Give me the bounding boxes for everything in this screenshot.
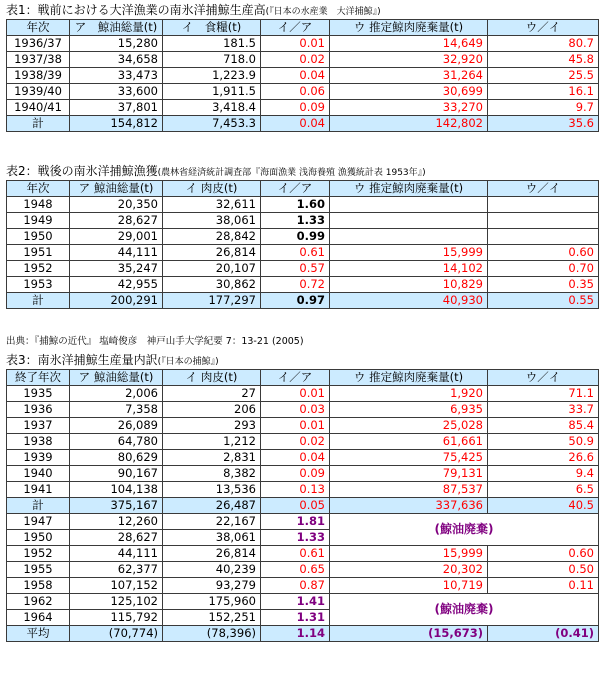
column-header: イ／ア: [261, 20, 330, 36]
table-row: [7, 52, 599, 68]
table-cell: 80.7: [488, 36, 599, 52]
table-cell: 35.6: [488, 116, 599, 132]
table-cell: 0.02: [261, 434, 330, 450]
table-row: [7, 434, 599, 450]
column-header: ア 鯨油総量(t): [70, 20, 163, 36]
table-cell: 0.72: [261, 277, 330, 293]
table-cell: 30,699: [330, 84, 488, 100]
column-header: イ 肉皮(t): [163, 181, 261, 197]
table-cell: 1936/37: [7, 36, 70, 52]
table-row: [7, 261, 599, 277]
whale-oil-waste-note: (鯨油廃棄): [330, 514, 599, 546]
table-cell: 15,999: [330, 546, 488, 562]
table-cell: 25.5: [488, 68, 599, 84]
table-cell: 0.01: [261, 36, 330, 52]
table-cell: 1936: [7, 402, 70, 418]
table-cell: 64,780: [70, 434, 163, 450]
table-cell: [330, 229, 488, 245]
table-cell: [488, 229, 599, 245]
table-row: [7, 245, 599, 261]
column-header: ウ／イ: [488, 370, 599, 386]
average-row: [7, 626, 599, 642]
table-cell: 85.4: [488, 418, 599, 434]
table-cell: 16.1: [488, 84, 599, 100]
table-cell: 1,223.9: [163, 68, 261, 84]
table-cell: 0.05: [261, 498, 330, 514]
column-header: イ 食糧(t): [163, 20, 261, 36]
table1-title: [6, 3, 381, 19]
table-row: [7, 578, 599, 594]
table-cell: 61,661: [330, 434, 488, 450]
table-cell: 1938/39: [7, 68, 70, 84]
table-cell: [488, 197, 599, 213]
table-cell: 1937/38: [7, 52, 70, 68]
table-cell: 1940/41: [7, 100, 70, 116]
table-cell: 22,167: [163, 514, 261, 530]
table-row: [7, 466, 599, 482]
table-cell: 1958: [7, 578, 70, 594]
table-row: [7, 546, 599, 562]
table-cell: 1,911.5: [163, 84, 261, 100]
table-cell: 0.09: [261, 100, 330, 116]
table-cell: 33,473: [70, 68, 163, 84]
table-row: [7, 68, 599, 84]
table-cell: 33,600: [70, 84, 163, 100]
table-cell: 29,001: [70, 229, 163, 245]
table-cell: 1940: [7, 466, 70, 482]
whale-oil-waste-note: (鯨油廃棄): [330, 594, 599, 626]
source-note: 出典：『捕鯨の近代』 塩崎俊彦 神戸山手大学紀要 7：13-21 (2005): [6, 336, 304, 347]
table-row: [7, 514, 599, 530]
table-cell: 1.31: [261, 610, 330, 626]
table-cell: 0.97: [261, 293, 330, 309]
table-cell: 0.65: [261, 562, 330, 578]
table-cell: 2,831: [163, 450, 261, 466]
table-row: [7, 386, 599, 402]
table-cell: 87,537: [330, 482, 488, 498]
table-cell: (78,396): [163, 626, 261, 642]
table-cell: 7,358: [70, 402, 163, 418]
table-cell: 115,792: [70, 610, 163, 626]
table-row: [7, 84, 599, 100]
table-cell: 25,028: [330, 418, 488, 434]
table-cell: 40,239: [163, 562, 261, 578]
table-cell: 9.7: [488, 100, 599, 116]
table-cell: 32,920: [330, 52, 488, 68]
table-cell: 平均: [7, 626, 70, 642]
table3-title-text: 表3：南氷洋捕鯨生産量内訳: [6, 353, 158, 367]
table1-title-source: (『日本の水産業 大洋捕鯨』): [265, 7, 381, 17]
table-row: [7, 594, 599, 610]
table-cell: 1937: [7, 418, 70, 434]
column-header: イ 肉皮(t): [163, 370, 261, 386]
table-cell: 1935: [7, 386, 70, 402]
table-cell: 0.11: [488, 578, 599, 594]
table3-title-source: (『日本の捕鯨』): [157, 357, 219, 367]
column-header: ア 鯨油総量(t): [70, 370, 163, 386]
table-cell: 30,862: [163, 277, 261, 293]
table-cell: 1.81: [261, 514, 330, 530]
table-cell: 計: [7, 293, 70, 309]
table-row: [7, 402, 599, 418]
table2: [6, 180, 599, 309]
column-header: 年次: [7, 181, 70, 197]
table-cell: 1.14: [261, 626, 330, 642]
table-cell: 44,111: [70, 245, 163, 261]
table-cell: 計: [7, 116, 70, 132]
table-cell: 1939: [7, 450, 70, 466]
table-cell: 0.55: [488, 293, 599, 309]
table-cell: 79,131: [330, 466, 488, 482]
table-cell: 0.04: [261, 450, 330, 466]
table-cell: 293: [163, 418, 261, 434]
table2-title-text: 表2：戦後の南氷洋捕鯨漁獲: [6, 164, 158, 178]
table-cell: 0.02: [261, 52, 330, 68]
column-header: ア 鯨油総量(t): [70, 181, 163, 197]
table-row: [7, 197, 599, 213]
table-cell: 33,270: [330, 100, 488, 116]
table-cell: 0.04: [261, 116, 330, 132]
table-cell: 0.09: [261, 466, 330, 482]
table-cell: 35,247: [70, 261, 163, 277]
column-header: 年次: [7, 20, 70, 36]
table-cell: 1952: [7, 261, 70, 277]
table-cell: (70,774): [70, 626, 163, 642]
table-cell: 104,138: [70, 482, 163, 498]
table2-title-source: (農林省経済統計調査部『海面漁業 浅海養殖 漁獲統計表 1953年』): [157, 168, 426, 178]
table-cell: 1948: [7, 197, 70, 213]
table-cell: 0.04: [261, 68, 330, 84]
column-header: イ／ア: [261, 370, 330, 386]
table-cell: 2,006: [70, 386, 163, 402]
table-cell: [330, 197, 488, 213]
total-row: [7, 116, 599, 132]
table-cell: 125,102: [70, 594, 163, 610]
table-row: [7, 418, 599, 434]
table-cell: 6.5: [488, 482, 599, 498]
table-row: [7, 36, 599, 52]
table-cell: 1947: [7, 514, 70, 530]
table-cell: 10,719: [330, 578, 488, 594]
table-cell: 107,152: [70, 578, 163, 594]
table-cell: 93,279: [163, 578, 261, 594]
table-cell: 0.99: [261, 229, 330, 245]
table-cell: 1964: [7, 610, 70, 626]
column-header: ウ／イ: [488, 20, 599, 36]
table-cell: 42,955: [70, 277, 163, 293]
table-cell: 152,251: [163, 610, 261, 626]
table-cell: 1.60: [261, 197, 330, 213]
table-cell: 0.70: [488, 261, 599, 277]
column-header: 終了年次: [7, 370, 70, 386]
table-cell: 40.5: [488, 498, 599, 514]
column-header: ウ 推定鯨肉廃棄量(t): [330, 181, 488, 197]
table-cell: 718.0: [163, 52, 261, 68]
table-cell: 6,935: [330, 402, 488, 418]
table-cell: 154,812: [70, 116, 163, 132]
table-cell: 3,418.4: [163, 100, 261, 116]
table-cell: 142,802: [330, 116, 488, 132]
table-cell: 0.57: [261, 261, 330, 277]
table-cell: 0.50: [488, 562, 599, 578]
table-row: [7, 100, 599, 116]
total-row: [7, 293, 599, 309]
table-cell: 44,111: [70, 546, 163, 562]
table-cell: 9.4: [488, 466, 599, 482]
table-cell: 1949: [7, 213, 70, 229]
table-cell: 8,382: [163, 466, 261, 482]
table1-title-text: 表1：戦前における大洋漁業の南氷洋捕鯨生産高: [6, 3, 266, 17]
table-cell: 375,167: [70, 498, 163, 514]
table-cell: 15,999: [330, 245, 488, 261]
table-cell: (15,673): [330, 626, 488, 642]
table-cell: 0.01: [261, 386, 330, 402]
table-cell: 1939/40: [7, 84, 70, 100]
table-cell: 12,260: [70, 514, 163, 530]
table-cell: 1953: [7, 277, 70, 293]
table-cell: 62,377: [70, 562, 163, 578]
table-cell: 15,280: [70, 36, 163, 52]
table-cell: 0.35: [488, 277, 599, 293]
table-cell: 45.8: [488, 52, 599, 68]
table-cell: 26,487: [163, 498, 261, 514]
table-cell: 1941: [7, 482, 70, 498]
table-cell: 1938: [7, 434, 70, 450]
table-cell: 0.13: [261, 482, 330, 498]
table-cell: 1.33: [261, 530, 330, 546]
table-cell: 28,627: [70, 530, 163, 546]
table-cell: 7,453.3: [163, 116, 261, 132]
table-cell: 14,102: [330, 261, 488, 277]
table-cell: [330, 213, 488, 229]
table3-title: [6, 353, 219, 369]
table-cell: 1,920: [330, 386, 488, 402]
column-header: ウ 推定鯨肉廃棄量(t): [330, 20, 488, 36]
table-cell: 0.60: [488, 245, 599, 261]
table-cell: 0.61: [261, 546, 330, 562]
table-cell: 1.33: [261, 213, 330, 229]
column-header: イ／ア: [261, 181, 330, 197]
table-cell: 1.41: [261, 594, 330, 610]
table2-header-row: [7, 181, 599, 197]
table-cell: 10,829: [330, 277, 488, 293]
table3: [6, 369, 599, 642]
table-row: [7, 482, 599, 498]
table-cell: 37,801: [70, 100, 163, 116]
table-cell: 1950: [7, 229, 70, 245]
table-cell: 0.60: [488, 546, 599, 562]
table-row: [7, 562, 599, 578]
table2-title: [6, 164, 426, 180]
table-cell: 計: [7, 498, 70, 514]
table-cell: 31,264: [330, 68, 488, 84]
total-row: [7, 498, 599, 514]
table-row: [7, 229, 599, 245]
table-row: [7, 213, 599, 229]
table-cell: 175,960: [163, 594, 261, 610]
table-cell: 26,089: [70, 418, 163, 434]
table1-header-row: [7, 20, 599, 36]
table-cell: 20,350: [70, 197, 163, 213]
table-cell: 200,291: [70, 293, 163, 309]
table-cell: (0.41): [488, 626, 599, 642]
table-cell: 1955: [7, 562, 70, 578]
table-cell: 0.03: [261, 402, 330, 418]
table-cell: 20,107: [163, 261, 261, 277]
table1: [6, 19, 599, 132]
table-cell: 1,212: [163, 434, 261, 450]
table-cell: 177,297: [163, 293, 261, 309]
table-cell: 0.01: [261, 418, 330, 434]
table-cell: 0.87: [261, 578, 330, 594]
table-cell: 28,842: [163, 229, 261, 245]
table-cell: 80,629: [70, 450, 163, 466]
column-header: ウ 推定鯨肉廃棄量(t): [330, 370, 488, 386]
table-cell: 0.61: [261, 245, 330, 261]
column-header: ウ／イ: [488, 181, 599, 197]
table-cell: 0.06: [261, 84, 330, 100]
table-cell: 1951: [7, 245, 70, 261]
table-cell: 71.1: [488, 386, 599, 402]
table-cell: 1952: [7, 546, 70, 562]
table-row: [7, 277, 599, 293]
table-cell: 28,627: [70, 213, 163, 229]
table-cell: 34,658: [70, 52, 163, 68]
table-cell: 50.9: [488, 434, 599, 450]
table-cell: 33.7: [488, 402, 599, 418]
table-cell: 1962: [7, 594, 70, 610]
table3-header-row: [7, 370, 599, 386]
table-cell: 26.6: [488, 450, 599, 466]
table-cell: 181.5: [163, 36, 261, 52]
table-cell: 13,536: [163, 482, 261, 498]
table-cell: 26,814: [163, 546, 261, 562]
table-cell: 40,930: [330, 293, 488, 309]
table-cell: 206: [163, 402, 261, 418]
table-cell: 38,061: [163, 530, 261, 546]
table-cell: 26,814: [163, 245, 261, 261]
table-row: [7, 450, 599, 466]
table-cell: 75,425: [330, 450, 488, 466]
table-cell: 337,636: [330, 498, 488, 514]
table-cell: 32,611: [163, 197, 261, 213]
table-cell: 27: [163, 386, 261, 402]
table-cell: 20,302: [330, 562, 488, 578]
table-cell: 14,649: [330, 36, 488, 52]
table-cell: [488, 213, 599, 229]
table-cell: 1950: [7, 530, 70, 546]
table-cell: 38,061: [163, 213, 261, 229]
table-cell: 90,167: [70, 466, 163, 482]
